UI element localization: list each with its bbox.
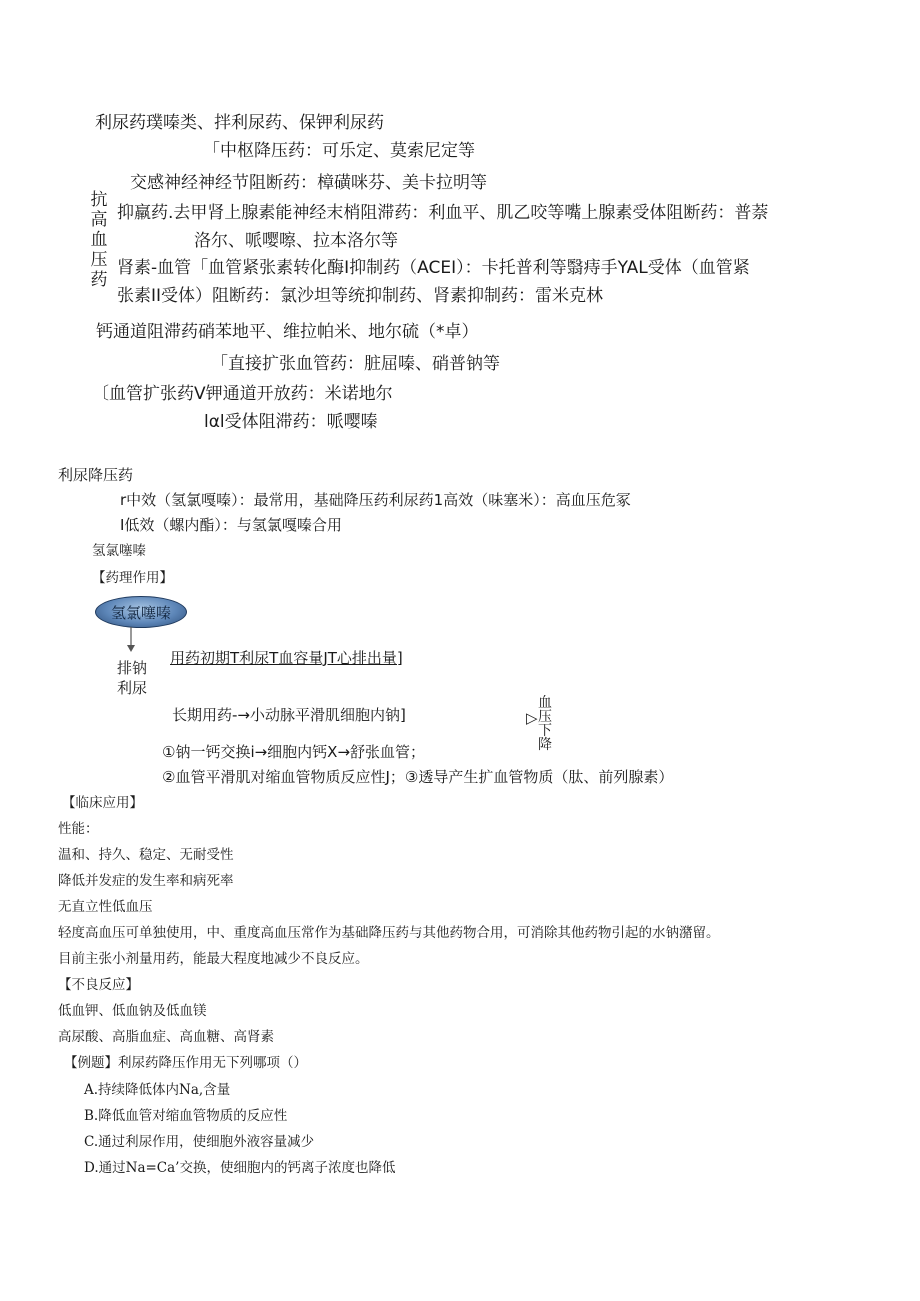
option-b: B.降低血管对缩血管物质的反应性 — [84, 1108, 288, 1124]
clinical-heading: 【临床应用】 — [62, 795, 143, 811]
class-sympathetic: 抑羸药.去甲肾上腺素能神经末梢阻滞药：利血平、肌乙咬等嘴上腺素受体阻断药：普萘 — [117, 203, 769, 223]
class-sympathetic-cont: 洛尔、哌嘤嚓、拉本洛尔等 — [194, 231, 398, 251]
clinical-item: 性能： — [58, 821, 99, 837]
antihypertensive-vertical-label: 抗高血压药 — [90, 190, 108, 290]
clinical-item: 目前主张小剂量用药，能最大程度地减少不良反应。 — [58, 951, 369, 967]
pharmacology-heading: 【药理作用】 — [92, 570, 173, 586]
class-central: 「中枢降压药：可乐定、莫索尼定等 — [203, 141, 475, 161]
class-vasodilator: 〔血管扩张药V钾通道开放药：米诺地尔 — [92, 384, 393, 404]
class-ganglion: 交感神经神经节阻断药：樟磺咪芬、美卡拉明等 — [130, 173, 487, 193]
long-term-effect: 长期用药-→小动脉平滑肌细胞内钠] — [172, 706, 406, 724]
clinical-item: 轻度高血压可单独使用，中、重度高血压常作为基础降压药与其他药物合用，可消除其他药物引起的水钠潴留。 — [58, 925, 720, 941]
class-diuretics: 利尿药璞嗪类、拌利尿药、保钾利尿药 — [95, 113, 384, 133]
natriuresis-node: 排钠 利尿 — [117, 659, 148, 697]
adverse-heading: 【不良反应】 — [58, 977, 139, 993]
down-arrow-head — [127, 645, 135, 652]
option-d: D.通过Na=Ca’交换，使细胞内的钙离子浓度也降低 — [84, 1160, 396, 1176]
option-c: C.通过利尿作用，使细胞外液容量减少 — [84, 1134, 315, 1150]
diuretic-low-potency: I低效（螺内酯）：与氢氯嘎嗪合用 — [120, 516, 342, 534]
class-raas: 肾素-血管「血管紧张素转化酶I抑制药（ACEI）：卡托普利等翳痔手YAL受体（血管紧 — [117, 258, 750, 278]
bp-decrease-label: 血压下降 — [538, 695, 552, 753]
drug-oval-label: 氢氯噻嗪 — [110, 603, 171, 622]
mechanism-2: ②血管平滑肌对缩血管物质反应性J；③透导产生扩血管物质（肽、前列腺素） — [162, 768, 674, 786]
clinical-item: 降低并发症的发生率和病死率 — [58, 873, 234, 889]
adverse-item: 低血钾、低血钠及低血镁 — [58, 1003, 207, 1019]
class-calcium: 钙通道阻滞药硝苯地平、维拉帕米、地尔硫（*卓） — [96, 322, 479, 342]
diuretic-medium-potency: r中效（氢氯嘎嗪）：最常用，基础降压药利尿药1高效（味塞米）：高血压危冢 — [120, 491, 631, 509]
adverse-item: 高尿酸、高脂血症、高血糖、高肾素 — [58, 1029, 274, 1045]
example-question: 【例题】利尿药降压作用无下列哪项（） — [64, 1055, 307, 1071]
drug-name: 氢氯噻嗪 — [92, 543, 146, 559]
class-direct-vasodilator: 「直接扩张血管药：脏屈嗪、硝普钠等 — [211, 354, 500, 374]
diuretic-heading: 利尿降压药 — [58, 466, 134, 484]
clinical-item: 无直立性低血压 — [58, 899, 153, 915]
class-raas-cont: 张素II受体）阻断药：氯沙坦等统抑制药、肾素抑制药：雷米克林 — [117, 286, 604, 306]
early-phase-effect: 用药初期T利尿T血容量JT心排出量] — [170, 649, 403, 667]
clinical-item: 温和、持久、稳定、无耐受性 — [58, 847, 234, 863]
option-a: A.持续降低体内Na,含量 — [84, 1082, 231, 1098]
class-alpha-blocker: lαl受体阻滞药：哌嘤嗪 — [204, 412, 378, 432]
mechanism-1: ①钠一钙交换i→细胞内钙X→舒张血管； — [162, 743, 426, 761]
side-arrow-icon: ▷ — [526, 709, 538, 727]
